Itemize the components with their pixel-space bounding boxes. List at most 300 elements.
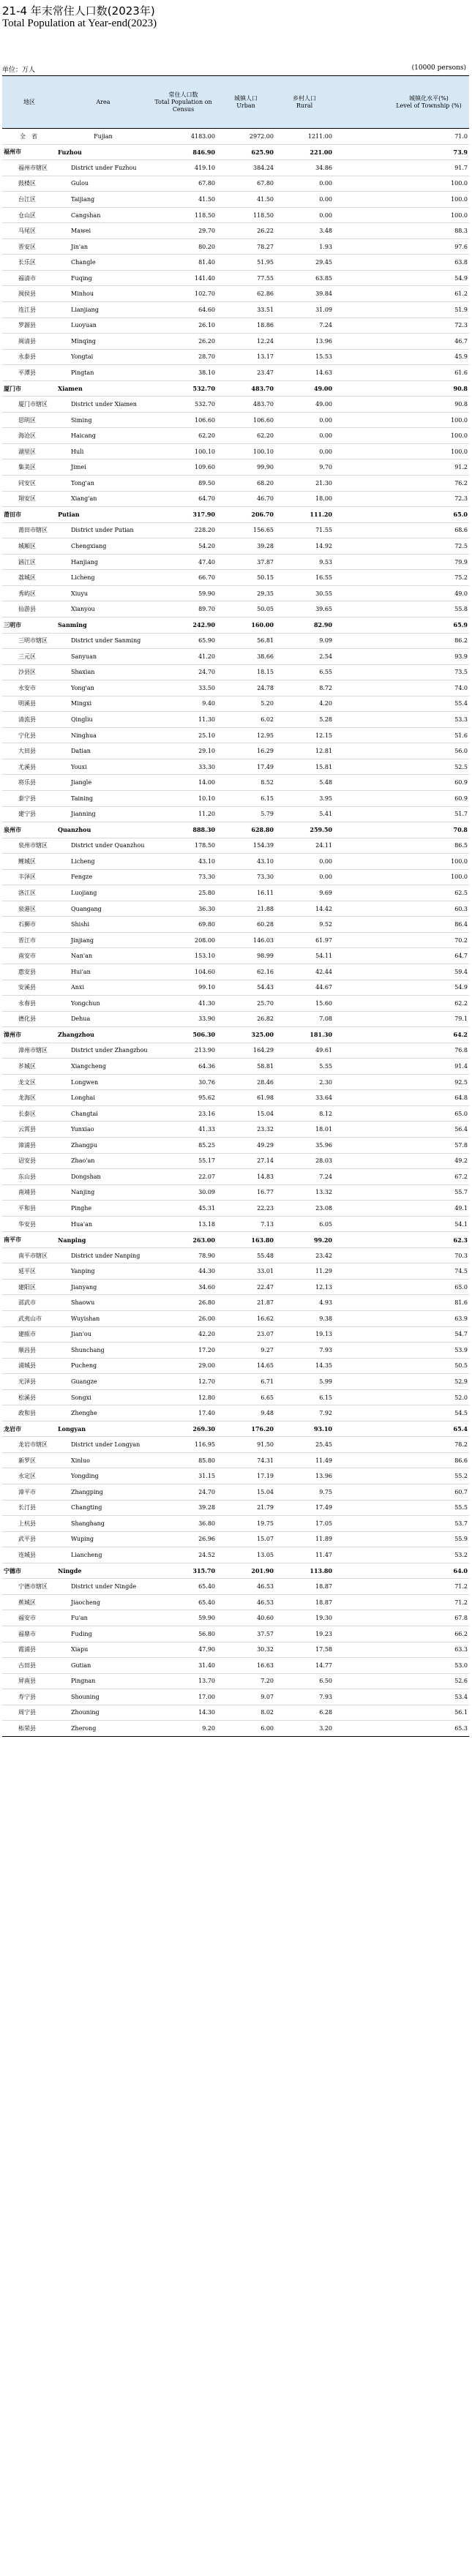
- rural-value: 0.00: [275, 176, 334, 192]
- population-value: 178.50: [150, 838, 217, 854]
- area-name-en: Nan'an: [56, 948, 150, 964]
- table-row: [2, 980, 469, 996]
- township-level-value: 53.9: [389, 1343, 469, 1359]
- population-value: 31.40: [150, 1658, 217, 1674]
- rural-value: 82.90: [275, 617, 334, 633]
- area-name-en: Jiaocheng: [56, 1594, 150, 1610]
- table-row: [2, 838, 469, 854]
- spacer-cell: [334, 397, 389, 413]
- township-level-value: 65.0: [389, 1279, 469, 1295]
- urban-value: 43.10: [217, 854, 275, 870]
- area-name-en: Hua'an: [56, 1216, 150, 1232]
- township-level-value: 62.3: [389, 1232, 469, 1248]
- township-level-value: 65.4: [389, 1421, 469, 1437]
- rural-value: 61.97: [275, 932, 334, 948]
- urban-value: 50.05: [217, 601, 275, 617]
- table-row: [2, 318, 469, 334]
- city-row: [2, 380, 469, 397]
- rural-value: 12.13: [275, 1279, 334, 1295]
- city-row: [2, 144, 469, 160]
- area-name-cn: 集美区: [2, 459, 56, 476]
- urban-value: 51.95: [217, 255, 275, 271]
- area-name-cn: 漳州市辖区: [2, 1043, 56, 1059]
- urban-value: 483.70: [217, 380, 275, 397]
- rural-value: 13.96: [275, 1468, 334, 1484]
- township-level-value: 56.4: [389, 1122, 469, 1138]
- spacer-cell: [334, 1721, 389, 1737]
- area-name-cn: 清流县: [2, 712, 56, 728]
- township-level-value: 71.0: [389, 129, 469, 145]
- area-name-cn: 沙县区: [2, 664, 56, 680]
- area-name-en: Gutian: [56, 1658, 150, 1674]
- area-name-en: District under Longyan: [56, 1437, 150, 1453]
- spacer-cell: [334, 1279, 389, 1295]
- area-name-cn: 武夷山市: [2, 1311, 56, 1327]
- area-name-cn: 寿宁县: [2, 1689, 56, 1705]
- urban-value: 9.48: [217, 1405, 275, 1422]
- spacer-cell: [334, 459, 389, 476]
- population-value: 33.90: [150, 1011, 217, 1027]
- population-value: 42.20: [150, 1326, 217, 1343]
- table-row: [2, 1673, 469, 1689]
- area-name-cn: 三明市: [2, 617, 56, 633]
- area-name-cn: 全 省: [2, 129, 56, 145]
- urban-value: 73.30: [217, 869, 275, 885]
- table-row: [2, 428, 469, 444]
- population-value: 44.30: [150, 1263, 217, 1280]
- urban-value: 12.24: [217, 334, 275, 350]
- population-value: 59.90: [150, 1610, 217, 1626]
- area-name-cn: 三明市辖区: [2, 633, 56, 649]
- table-row: [2, 1043, 469, 1059]
- area-name-en: Anxi: [56, 980, 150, 996]
- township-level-value: 86.5: [389, 838, 469, 854]
- population-value: 9.40: [150, 696, 217, 712]
- area-name-cn: 湖里区: [2, 443, 56, 459]
- population-value: 47.40: [150, 554, 217, 570]
- urban-value: 19.75: [217, 1516, 275, 1532]
- rural-value: 31.09: [275, 302, 334, 318]
- area-name-cn: 城厢区: [2, 538, 56, 555]
- table-row: [2, 601, 469, 617]
- urban-value: 206.70: [217, 507, 275, 523]
- population-value: 208.00: [150, 932, 217, 948]
- table-row: [2, 1295, 469, 1311]
- population-value: 65.40: [150, 1594, 217, 1610]
- area-name-cn: 鲤城区: [2, 854, 56, 870]
- township-level-value: 67.2: [389, 1169, 469, 1185]
- spacer-cell: [334, 790, 389, 806]
- area-name-en: District under Ningde: [56, 1579, 150, 1595]
- spacer-cell: [334, 917, 389, 933]
- spacer-cell: [334, 932, 389, 948]
- area-name-en: District under Quanzhou: [56, 838, 150, 854]
- spacer-cell: [334, 1343, 389, 1359]
- province-total-row: [2, 129, 469, 145]
- header-area-en: Area: [56, 76, 150, 129]
- urban-value: 21.88: [217, 901, 275, 917]
- area-name-en: Longhai: [56, 1090, 150, 1106]
- spacer-cell: [334, 1311, 389, 1327]
- township-level-value: 49.0: [389, 585, 469, 601]
- spacer-cell: [334, 491, 389, 507]
- area-name-cn: 闽清县: [2, 334, 56, 350]
- population-value: 269.30: [150, 1421, 217, 1437]
- township-level-value: 65.0: [389, 1105, 469, 1122]
- rural-value: 111.20: [275, 507, 334, 523]
- township-level-value: 70.8: [389, 822, 469, 838]
- township-level-value: 64.0: [389, 1563, 469, 1579]
- area-name-cn: 鼓楼区: [2, 176, 56, 192]
- urban-value: 18.15: [217, 664, 275, 680]
- urban-value: 38.66: [217, 649, 275, 665]
- population-value: 26.20: [150, 334, 217, 350]
- rural-value: 8.12: [275, 1105, 334, 1122]
- city-row: [2, 1421, 469, 1437]
- township-level-value: 72.3: [389, 491, 469, 507]
- population-value: 28.70: [150, 349, 217, 365]
- spacer-cell: [334, 1011, 389, 1027]
- spacer-cell: [334, 617, 389, 633]
- spacer-cell: [334, 554, 389, 570]
- urban-value: 50.15: [217, 570, 275, 586]
- header-area-cn: 地区: [2, 76, 56, 129]
- population-value: 213.90: [150, 1043, 217, 1059]
- table-row: [2, 412, 469, 428]
- population-value: 9.20: [150, 1721, 217, 1737]
- spacer-cell: [334, 144, 389, 160]
- urban-value: 33.01: [217, 1263, 275, 1280]
- population-value: 65.40: [150, 1579, 217, 1595]
- rural-value: 15.81: [275, 759, 334, 775]
- area-name-en: Licheng: [56, 570, 150, 586]
- area-name-en: Pingtan: [56, 365, 150, 381]
- area-name-en: Quanzhou: [56, 822, 150, 838]
- spacer-cell: [334, 1673, 389, 1689]
- township-level-value: 55.9: [389, 1531, 469, 1547]
- spacer-cell: [334, 854, 389, 870]
- township-level-value: 64.7: [389, 948, 469, 964]
- rural-value: 11.29: [275, 1263, 334, 1280]
- area-name-en: Haicang: [56, 428, 150, 444]
- urban-value: 29.35: [217, 585, 275, 601]
- area-name-en: Xiangcheng: [56, 1059, 150, 1075]
- city-row: [2, 617, 469, 633]
- rural-value: 21.30: [275, 476, 334, 492]
- area-name-cn: 三元区: [2, 649, 56, 665]
- population-value: 29.00: [150, 1358, 217, 1374]
- population-value: 317.90: [150, 507, 217, 523]
- population-value: 12.70: [150, 1374, 217, 1390]
- table-row: [2, 664, 469, 680]
- spacer-cell: [334, 349, 389, 365]
- population-value: 17.20: [150, 1343, 217, 1359]
- area-name-en: Shanghang: [56, 1516, 150, 1532]
- area-name-en: Wuyishan: [56, 1311, 150, 1327]
- spacer-cell: [334, 1043, 389, 1059]
- population-value: 80.20: [150, 239, 217, 255]
- area-name-cn: 浦城县: [2, 1358, 56, 1374]
- spacer-cell: [334, 507, 389, 523]
- township-level-value: 72.5: [389, 538, 469, 555]
- urban-value: 54.43: [217, 980, 275, 996]
- spacer-cell: [334, 192, 389, 208]
- area-name-cn: 晋江市: [2, 932, 56, 948]
- rural-value: 18.87: [275, 1594, 334, 1610]
- township-level-value: 65.9: [389, 617, 469, 633]
- urban-value: 156.65: [217, 522, 275, 538]
- area-name-cn: 龙文区: [2, 1074, 56, 1090]
- city-row: [2, 1563, 469, 1579]
- township-level-value: 63.9: [389, 1311, 469, 1327]
- table-row: [2, 854, 469, 870]
- township-level-value: 55.7: [389, 1184, 469, 1201]
- rural-value: 19.13: [275, 1326, 334, 1343]
- rural-value: 12.15: [275, 727, 334, 743]
- township-level-value: 81.6: [389, 1295, 469, 1311]
- spacer-cell: [334, 1563, 389, 1579]
- urban-value: 26.82: [217, 1011, 275, 1027]
- township-level-value: 65.3: [389, 1721, 469, 1737]
- urban-value: 15.04: [217, 1484, 275, 1501]
- urban-value: 56.81: [217, 633, 275, 649]
- rural-value: 5.48: [275, 775, 334, 791]
- urban-value: 58.81: [217, 1059, 275, 1075]
- table-row: [2, 948, 469, 964]
- rural-value: 6.28: [275, 1705, 334, 1721]
- rural-value: 9.52: [275, 917, 334, 933]
- township-level-value: 53.4: [389, 1689, 469, 1705]
- urban-value: 16.63: [217, 1658, 275, 1674]
- city-row: [2, 1027, 469, 1043]
- township-level-value: 62.5: [389, 885, 469, 901]
- area-name-cn: 连江县: [2, 302, 56, 318]
- township-level-value: 55.4: [389, 696, 469, 712]
- city-row: [2, 507, 469, 523]
- population-value: 14.00: [150, 775, 217, 791]
- rural-value: 9.75: [275, 1484, 334, 1501]
- population-value: 30.76: [150, 1074, 217, 1090]
- urban-value: 91.50: [217, 1437, 275, 1453]
- urban-value: 46.53: [217, 1594, 275, 1610]
- township-level-value: 57.8: [389, 1138, 469, 1154]
- spacer-cell: [334, 1484, 389, 1501]
- population-value: 14.30: [150, 1705, 217, 1721]
- urban-value: 2972.00: [217, 129, 275, 145]
- rural-value: 7.24: [275, 318, 334, 334]
- spacer-cell: [334, 1689, 389, 1705]
- population-value: 41.50: [150, 192, 217, 208]
- spacer-cell: [334, 1169, 389, 1185]
- area-name-cn: 长汀县: [2, 1500, 56, 1516]
- rural-value: 18.87: [275, 1579, 334, 1595]
- area-name-cn: 平潭县: [2, 365, 56, 381]
- population-value: 55.17: [150, 1153, 217, 1169]
- rural-value: 14.35: [275, 1358, 334, 1374]
- table-row: [2, 349, 469, 365]
- spacer-cell: [334, 1389, 389, 1405]
- area-name-en: Dehua: [56, 1011, 150, 1027]
- area-name-en: District under Sanming: [56, 633, 150, 649]
- rural-value: 6.50: [275, 1673, 334, 1689]
- area-name-en: Youxi: [56, 759, 150, 775]
- rural-value: 28.03: [275, 1153, 334, 1169]
- table-row: [2, 727, 469, 743]
- spacer-cell: [334, 1232, 389, 1248]
- table-row: [2, 1642, 469, 1658]
- urban-value: 23.07: [217, 1326, 275, 1343]
- urban-value: 8.02: [217, 1705, 275, 1721]
- township-level-value: 97.6: [389, 239, 469, 255]
- rural-value: 54.11: [275, 948, 334, 964]
- urban-value: 18.86: [217, 318, 275, 334]
- township-level-value: 90.8: [389, 397, 469, 413]
- area-name-cn: 柘荣县: [2, 1721, 56, 1737]
- township-level-value: 63.8: [389, 255, 469, 271]
- area-name-en: Shaowu: [56, 1295, 150, 1311]
- area-name-cn: 华安县: [2, 1216, 56, 1232]
- population-value: 10.10: [150, 790, 217, 806]
- area-name-cn: 泉州市: [2, 822, 56, 838]
- area-name-cn: 安溪县: [2, 980, 56, 996]
- population-value: 26.80: [150, 1295, 217, 1311]
- area-name-en: Taijiang: [56, 192, 150, 208]
- area-name-en: Zhao'an: [56, 1153, 150, 1169]
- population-value: 89.70: [150, 601, 217, 617]
- area-name-en: District under Fuzhou: [56, 160, 150, 176]
- area-name-cn: 顺昌县: [2, 1343, 56, 1359]
- population-value: 30.09: [150, 1184, 217, 1201]
- table-row: [2, 585, 469, 601]
- population-value: 78.90: [150, 1247, 217, 1263]
- rural-value: 0.00: [275, 869, 334, 885]
- population-value: 29.70: [150, 223, 217, 239]
- urban-value: 13.17: [217, 349, 275, 365]
- area-name-cn: 荔城区: [2, 570, 56, 586]
- spacer-cell: [334, 255, 389, 271]
- urban-value: 118.50: [217, 207, 275, 223]
- area-name-en: Fuding: [56, 1626, 150, 1642]
- area-name-en: Taining: [56, 790, 150, 806]
- urban-value: 6.02: [217, 712, 275, 728]
- area-name-en: Yongtai: [56, 349, 150, 365]
- table-row: [2, 365, 469, 381]
- header-spacer: [334, 76, 389, 129]
- population-value: 24.52: [150, 1547, 217, 1563]
- area-name-en: Datian: [56, 743, 150, 759]
- spacer-cell: [334, 1358, 389, 1374]
- table-row: [2, 1279, 469, 1295]
- rural-value: 0.00: [275, 854, 334, 870]
- township-level-value: 54.1: [389, 1216, 469, 1232]
- table-row: [2, 869, 469, 885]
- table-row: [2, 1689, 469, 1705]
- spacer-cell: [334, 1516, 389, 1532]
- spacer-cell: [334, 1216, 389, 1232]
- population-value: 26.10: [150, 318, 217, 334]
- urban-value: 106.60: [217, 412, 275, 428]
- table-row: [2, 1389, 469, 1405]
- spacer-cell: [334, 649, 389, 665]
- table-row: [2, 1594, 469, 1610]
- area-name-en: Xiuyu: [56, 585, 150, 601]
- table-row: [2, 743, 469, 759]
- urban-value: 6.65: [217, 1389, 275, 1405]
- township-level-value: 73.9: [389, 144, 469, 160]
- area-name-en: Pingnan: [56, 1673, 150, 1689]
- township-level-value: 52.5: [389, 759, 469, 775]
- area-name-en: Yong'an: [56, 680, 150, 696]
- spacer-cell: [334, 239, 389, 255]
- spacer-cell: [334, 1263, 389, 1280]
- urban-value: 154.39: [217, 838, 275, 854]
- rural-value: 19.30: [275, 1610, 334, 1626]
- spacer-cell: [334, 318, 389, 334]
- township-level-value: 52.6: [389, 1673, 469, 1689]
- population-value: 41.33: [150, 1122, 217, 1138]
- area-name-en: Fujian: [56, 129, 150, 145]
- area-name-en: Zherong: [56, 1721, 150, 1737]
- area-name-cn: 南安市: [2, 948, 56, 964]
- area-name-en: Jimei: [56, 459, 150, 476]
- area-name-en: Qingliu: [56, 712, 150, 728]
- table-row: [2, 1721, 469, 1737]
- area-name-en: Longwen: [56, 1074, 150, 1090]
- area-name-cn: 南靖县: [2, 1184, 56, 1201]
- spacer-cell: [334, 1059, 389, 1075]
- table-row: [2, 334, 469, 350]
- population-value: 153.10: [150, 948, 217, 964]
- spacer-cell: [334, 1122, 389, 1138]
- area-name-cn: 海沧区: [2, 428, 56, 444]
- area-name-cn: 屏南县: [2, 1673, 56, 1689]
- population-value: 41.30: [150, 996, 217, 1012]
- table-row: [2, 570, 469, 586]
- urban-value: 628.80: [217, 822, 275, 838]
- area-name-cn: 蕉城区: [2, 1594, 56, 1610]
- urban-value: 5.79: [217, 806, 275, 822]
- table-row: [2, 806, 469, 822]
- area-name-en: Shaxian: [56, 664, 150, 680]
- township-level-value: 56.1: [389, 1705, 469, 1721]
- township-level-value: 61.6: [389, 365, 469, 381]
- spacer-cell: [334, 1626, 389, 1642]
- rural-value: 25.45: [275, 1437, 334, 1453]
- urban-value: 68.20: [217, 476, 275, 492]
- rural-value: 39.84: [275, 286, 334, 302]
- rural-value: 35.96: [275, 1138, 334, 1154]
- rural-value: 15.53: [275, 349, 334, 365]
- urban-value: 16.29: [217, 743, 275, 759]
- urban-value: 98.99: [217, 948, 275, 964]
- urban-value: 99.90: [217, 459, 275, 476]
- area-name-cn: 秀屿区: [2, 585, 56, 601]
- population-value: 26.96: [150, 1531, 217, 1547]
- spacer-cell: [334, 334, 389, 350]
- table-row: [2, 270, 469, 286]
- area-name-en: Fu'an: [56, 1610, 150, 1626]
- spacer-cell: [334, 428, 389, 444]
- urban-value: 28.46: [217, 1074, 275, 1090]
- table-row: [2, 790, 469, 806]
- population-value: 54.20: [150, 538, 217, 555]
- area-name-en: Ninghua: [56, 727, 150, 743]
- area-name-en: Xinluo: [56, 1452, 150, 1468]
- population-value: 11.20: [150, 806, 217, 822]
- township-level-value: 62.2: [389, 996, 469, 1012]
- area-name-en: Zhenghe: [56, 1405, 150, 1422]
- population-value: 104.60: [150, 964, 217, 980]
